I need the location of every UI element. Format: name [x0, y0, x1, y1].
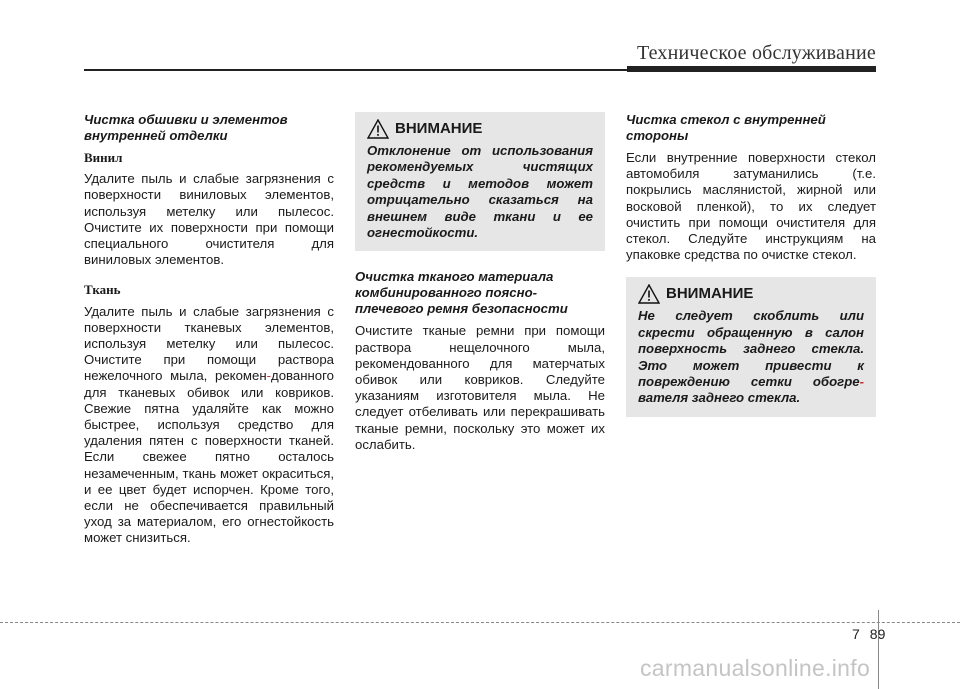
column-3	[626, 112, 876, 417]
section-heading-seatbelt: Очистка тканого материала комбинированного поясно-плечевого ремня безопасности	[355, 269, 568, 317]
section-heading-glass: Чистка стекол с внутренней стороны	[626, 112, 826, 143]
subheading-fabric: Ткань	[84, 282, 121, 298]
warning-text: Отклонение от использования рекомендуемых чистящих средств и методов может отрицательно сказаться на внешнем виде ткани и ее огнестойкости.	[367, 143, 593, 241]
paragraph-fabric: Удалите пыль и слабые загрязнения с поверхности тканевых элементов, используя метелку или пылесос. Очистите при помощи раствора нежелочного мыла, рекомен-дованного для тканевых обивок или ковриков. Свежие пятна удаляйте как можно быстрее, используя средство для удаления пятен с поверхности тканей. Если свежее пятно осталось незамеченным, ткань может окраситься, и ее цвет будет испорчен. Кроме того, если не обеспечивается правильный уход за материалом, его огнестойкость может снизиться.	[84, 303, 334, 546]
header-bar	[627, 66, 876, 72]
warning-title: ВНИМАНИЕ	[666, 285, 754, 303]
column-2	[355, 112, 605, 453]
subheading-vinyl: Винил	[84, 150, 123, 165]
page-header-title: Техническое обслуживание	[636, 42, 876, 64]
warning-box-glass	[626, 277, 876, 416]
column-1	[84, 112, 334, 547]
warning-box-cleaning	[355, 112, 605, 251]
page-number	[852, 626, 885, 642]
warning-text: Не следует скоблить или скрести обращенную в салон поверхность заднего стекла. Это может привести к повреждению сетки обогре-вателя заднего стекла.	[638, 308, 864, 406]
warning-header	[638, 284, 864, 304]
paragraph-glass: Если внутренние поверхности стекол автомобиля затуманились (т.е. покрылись маслянистой, жирной или восковой пленкой), то их следует очистить при помощи очистителя для стекол. Следуйте инструкциям на упаковке средства по очистке стекол.	[626, 150, 876, 263]
section-heading-interior: Чистка обшивки и элементов внутренней отделки	[84, 112, 288, 143]
header-rule	[84, 69, 627, 71]
warning-title: ВНИМАНИЕ	[395, 119, 483, 137]
hyphen-mark: -	[266, 368, 272, 384]
chapter-number: 7	[852, 626, 860, 642]
paragraph-vinyl: Удалите пыль и слабые загрязнения с поверхности виниловых элементов, используя метелку или пылесос. Очистите их поверхности при помощи специального очистителя для виниловых элементов.	[84, 171, 334, 268]
warning-triangle-icon	[638, 284, 660, 304]
footer-dashed-rule	[0, 622, 960, 623]
watermark-text: carmanualsonline.info	[640, 655, 871, 681]
warning-triangle-icon	[367, 119, 389, 139]
warning-header	[367, 119, 593, 139]
paragraph-seatbelt: Очистите тканые ремни при помощи раствора нещелочного мыла, рекомендованного для матерчатых обивок или ковриков. Следуйте указаниям изготовителя мыла. Не следует отбеливать или перекрашивать тканые ремни, поскольку это может их ослабить.	[355, 323, 605, 452]
page-index: 89	[869, 626, 886, 642]
footer-tick	[878, 610, 879, 689]
hyphen-mark: -	[859, 374, 864, 390]
